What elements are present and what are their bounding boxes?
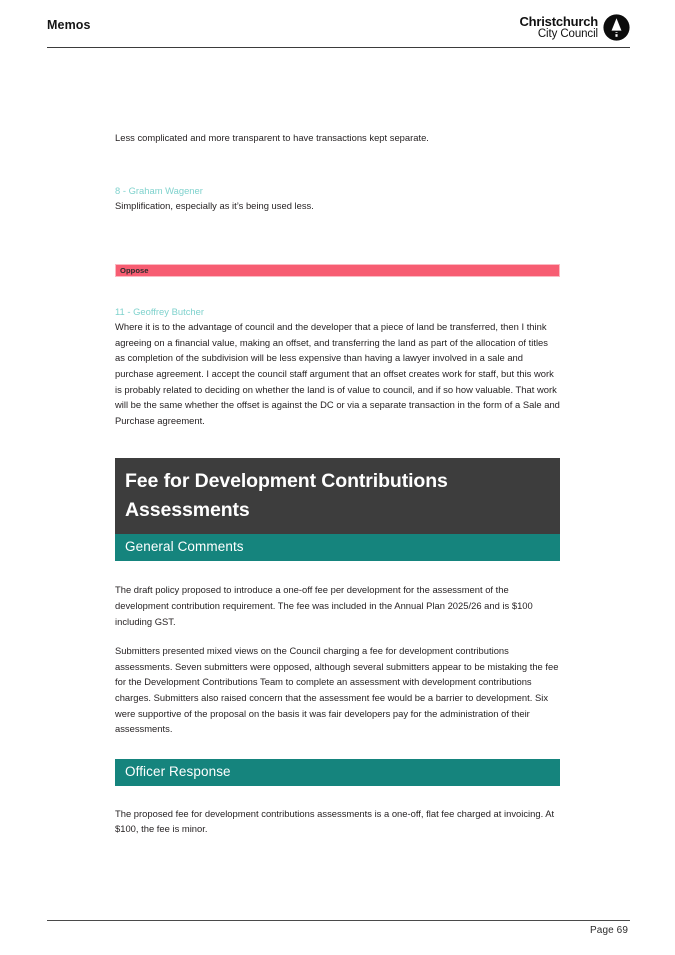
logo-wordmark: [519, 15, 598, 41]
subsection-heading-officer-response: Officer Response: [115, 759, 560, 786]
logo-line-city-council: City Council: [537, 28, 598, 41]
intro-comment-text: Less complicated and more transparent to have transactions kept separate.: [115, 132, 429, 143]
submitter-name-geoffrey-butcher: 11 - Geoffrey Butcher: [115, 306, 204, 318]
ccc-emblem-icon: [603, 14, 630, 41]
footer-page-number: Page 69: [590, 925, 628, 936]
header-divider: [47, 47, 630, 48]
officer-response-paragraph-1: The proposed fee for development contributions assessments is a one-off, flat fee charged at invoicing. At $100, the fee is minor.: [115, 807, 555, 835]
spacer: [115, 629, 560, 643]
logo-line-christchurch: Christchurch: [519, 13, 598, 29]
subsection-heading-general-comments: General Comments: [115, 534, 560, 561]
spacer: [115, 561, 560, 582]
spacer: [115, 786, 560, 806]
submitter-comment-geoffrey-butcher: Where it is to the advantage of council and the developer that a piece of land be transferred, then I think agreeing on a financial value, making an offset, and transferring the land as part of the allocation of titles as completion of the subdivision will be less expensive than having a lawyer involved in a sale and purchase agreement. I accept the council staff argument that an offset creates work for staff, but this work is probably related to deciding on whether the land is of value to council, and if so how valuable. That work will be the same whether the offset is against the DC or via a separate transaction in the form of a Sale and Purchase agreement.: [115, 321, 560, 426]
page-header: [47, 14, 630, 48]
submitter-comment-graham-wagener: Simplification, especially as it’s being used less.: [115, 199, 314, 211]
document-content: [115, 130, 560, 837]
stance-badge-label: Oppose: [120, 266, 149, 276]
spacer: [115, 277, 560, 304]
footer-divider: [47, 920, 630, 921]
spacer: [115, 737, 560, 759]
submitter-name-graham-wagener: 8 - Graham Wagener: [115, 184, 203, 196]
section-fee-for-development-contributions-assessments: [115, 458, 560, 561]
christchurch-city-council-logo: [519, 14, 630, 41]
spacer: [115, 428, 560, 458]
page-title: Memos: [47, 18, 91, 32]
general-comments-paragraph-1: The draft policy proposed to introduce a one-off fee per development for the assessment of the development contribution requirement. The fee was included in the Annual Plan 2025/26 and is $100 including GST.: [115, 584, 533, 627]
spacer: [115, 213, 560, 264]
stance-badge-oppose: [115, 264, 560, 277]
general-comments-paragraph-2: Submitters presented mixed views on the Council charging a fee for development contributions assessments. Seven submitters were opposed, although several submitters appear to be mistaking the fee for the Development Contributions Team to complete an assessment with development contributions charges. Submitters also raised concern that the assessment fee would be a barrier to development. Six were supportive of the proposal on the basis it was fair developers pay for the administration of their assessments.: [115, 645, 559, 735]
spacer: [115, 146, 560, 183]
section-heading: Fee for Development Contributions Assessments: [115, 458, 560, 534]
